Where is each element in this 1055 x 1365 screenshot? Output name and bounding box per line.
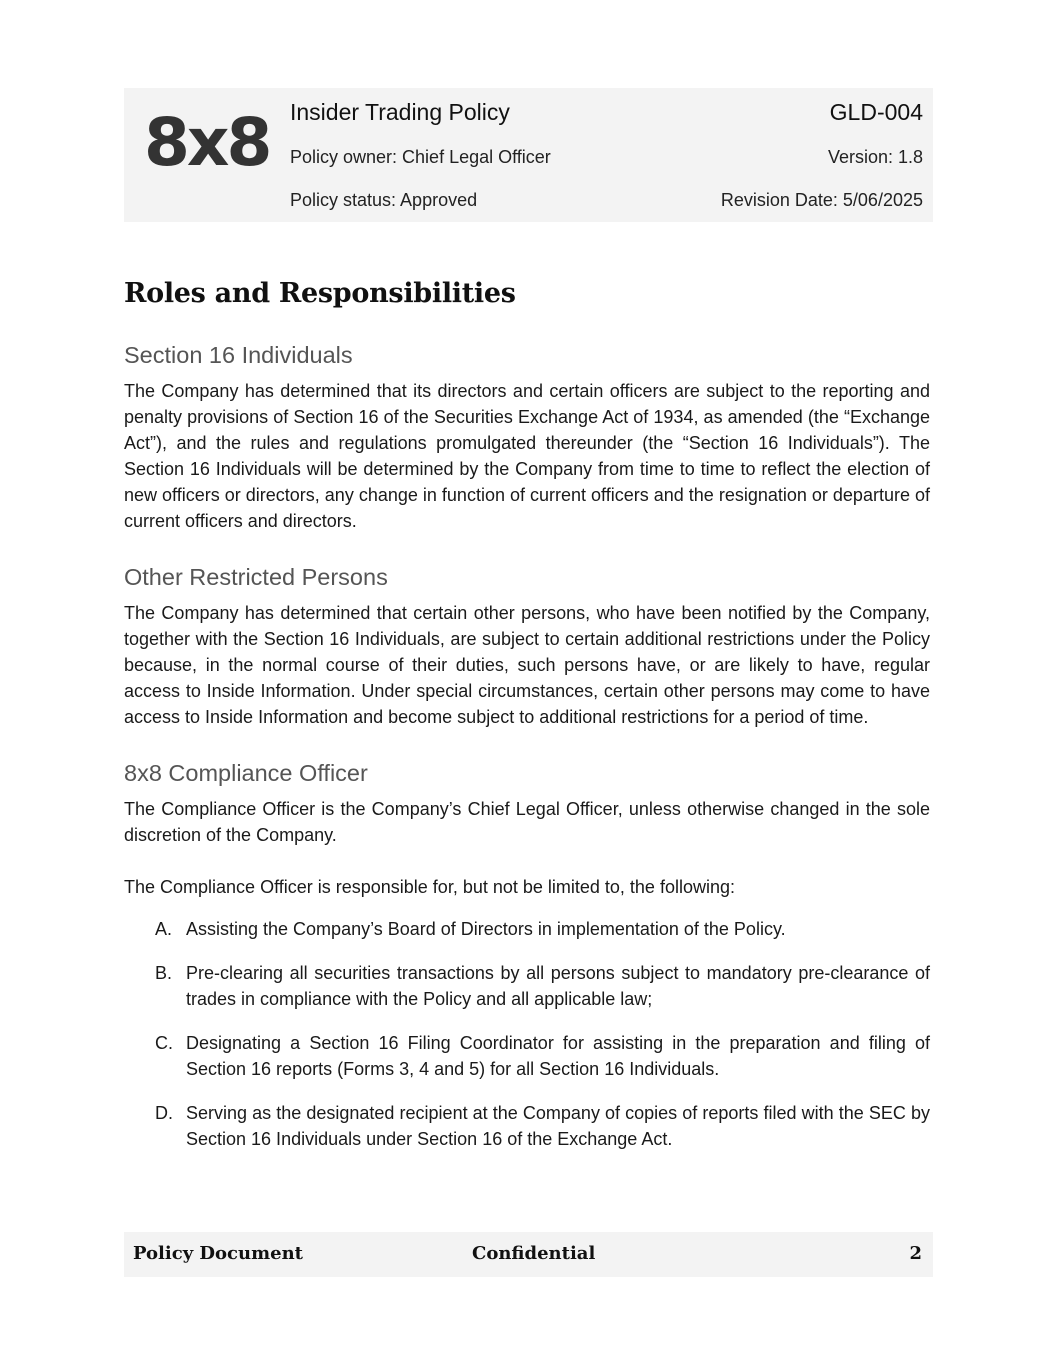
document-footer	[124, 1232, 933, 1277]
list-marker: D.	[155, 1103, 173, 1123]
list-item	[124, 960, 930, 1012]
responsibilities-list	[124, 916, 930, 1152]
page-number: 2	[909, 1243, 922, 1264]
section-16-paragraph: The Company has determined that its directors and certain officers are subject to the reporting and penalty provisions of Section 16 of the Securities Exchange Act of 1934, as amended (the “Exchange Act”), and the rules and regulations promulgated thereunder (the “Section 16 Individuals”). The Section 16 Individuals will be determined by the Company from time to time to reflect the election of new officers or directors, any change in function of current officers and the resignation or departure of current officers and directors.	[124, 381, 930, 531]
compliance-officer-intro: The Compliance Officer is responsible for, but not be limited to, the following:	[124, 877, 735, 897]
footer-confidential-label: Confidential	[472, 1243, 596, 1264]
document-header	[124, 88, 933, 222]
list-item-text: Pre-clearing all securities transactions by all persons subject to mandatory pre-clearance of trades in compliance with the Policy and all applicable law;	[186, 963, 930, 1009]
document-id: GLD-004	[829, 99, 923, 125]
footer-document-label: Policy Document	[133, 1243, 303, 1264]
revision-date: Revision Date: 5/06/2025	[720, 190, 923, 210]
document-body	[124, 278, 930, 1170]
section-heading-other-restricted: Other Restricted Persons	[124, 564, 388, 590]
list-item	[124, 1100, 930, 1152]
page-heading: Roles and Responsibilities	[124, 278, 516, 309]
list-item-text: Assisting the Company’s Board of Directors in implementation of the Policy.	[186, 919, 786, 939]
list-marker: C.	[155, 1033, 173, 1053]
list-item-text: Serving as the designated recipient at the Company of copies of reports filed with the SEC by Section 16 Individuals under Section 16 of the Exchange Act.	[186, 1103, 930, 1149]
section-heading-section-16: Section 16 Individuals	[124, 342, 353, 368]
list-item	[124, 916, 930, 942]
list-marker: A.	[155, 919, 173, 939]
compliance-officer-paragraph: The Compliance Officer is the Company’s Chief Legal Officer, unless otherwise changed in the sole discretion of the Company.	[124, 799, 930, 845]
policy-status: Policy status: Approved	[290, 190, 478, 210]
company-logo: 8x8	[144, 104, 270, 181]
list-item-text: Designating a Section 16 Filing Coordinator for assisting in the preparation and filing of Section 16 reports (Forms 3, 4 and 5) for all Section 16 Individuals.	[186, 1033, 930, 1079]
section-heading-compliance-officer: 8x8 Compliance Officer	[124, 760, 368, 786]
other-restricted-paragraph: The Company has determined that certain other persons, who have been notified by the Company, together with the Section 16 Individuals, are subject to certain additional restrictions under the Policy because, in the normal course of their duties, such persons have, or are likely to have, regular access to Inside Information. Under special circumstances, certain other persons may come to have access to Inside Information and become subject to additional restrictions for a period of time.	[124, 603, 930, 727]
policy-owner: Policy owner: Chief Legal Officer	[290, 147, 551, 167]
policy-version: Version: 1.8	[827, 147, 923, 167]
list-marker: B.	[155, 963, 173, 983]
list-item	[124, 1030, 930, 1082]
policy-title: Insider Trading Policy	[290, 99, 510, 125]
